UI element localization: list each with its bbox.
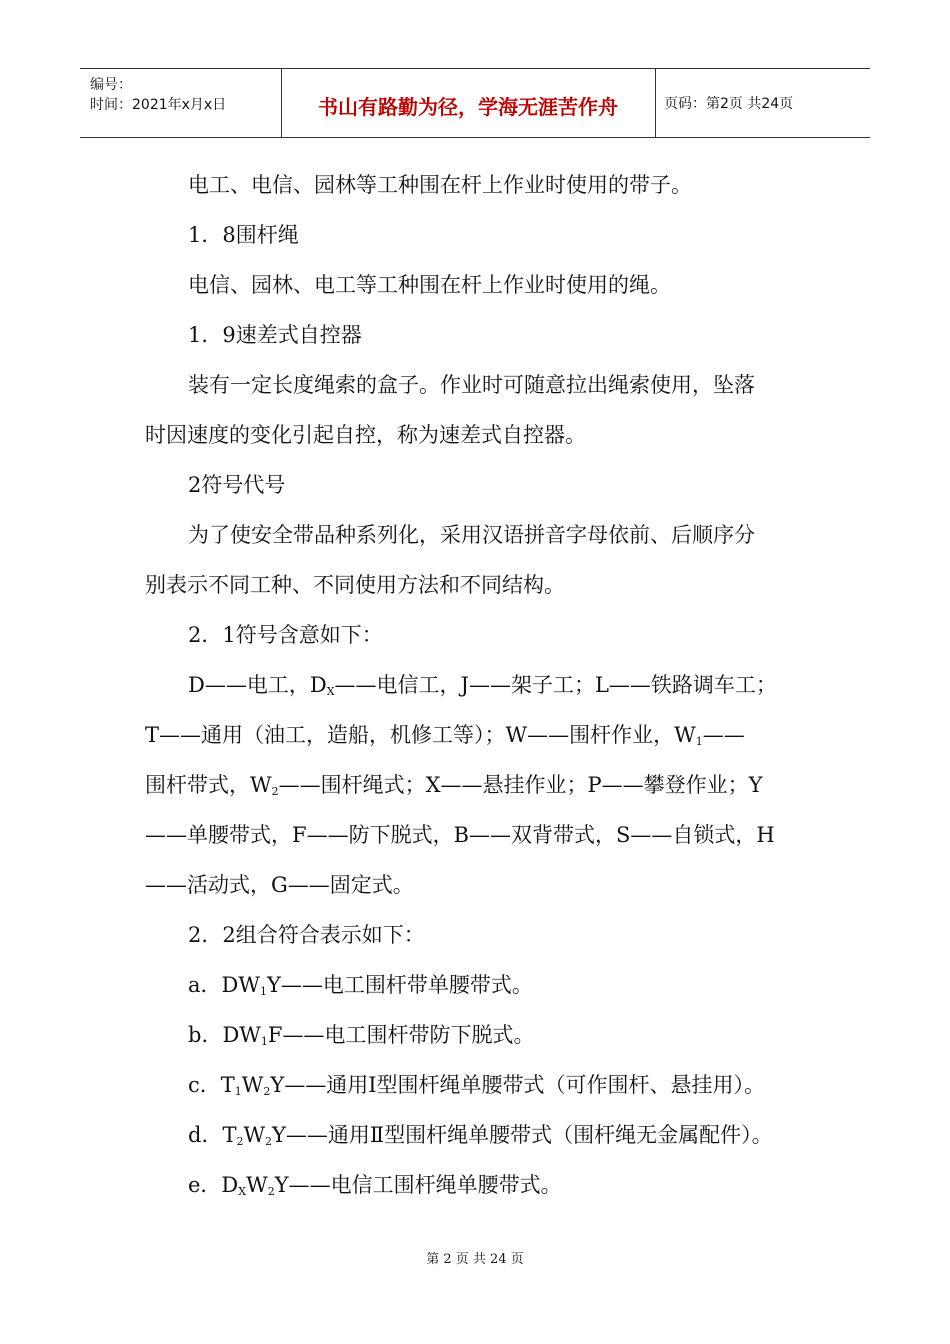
paragraph-line: ——活动式，G——固定式。 [145, 873, 414, 897]
list-item: e．$D_XW_2Y——$电信工围杆绳单腰带式。 [188, 1173, 562, 1198]
paragraph-line: 围杆带式，$W_2——$围杆绳式；X——悬挂作业；P——攀登作业；Y [145, 773, 763, 798]
paragraph-line: 装有一定长度绳索的盒子。作业时可随意拉出绳索使用，坠落 [188, 373, 755, 397]
page-footer: 第 2 页 共 24 页 [426, 1252, 524, 1267]
paragraph-line: 电工、电信、园林等工种围在杆上作业时使用的带子。 [188, 173, 692, 197]
header-page-label: 页码：第2页 共24页 [664, 96, 794, 112]
page-header [80, 68, 870, 138]
paragraph-line: 电信、园林、电工等工种围在杆上作业时使用的绳。 [188, 273, 671, 297]
paragraph-line: 别表示不同工种、不同使用方法和不同结构。 [145, 573, 565, 597]
code-label: 编号： [90, 77, 132, 93]
section-heading: 2．2组合符合表示如下： [188, 923, 425, 947]
paragraph-line: 时因速度的变化引起自控，称为速差式自控器。 [145, 423, 586, 447]
paragraph-line: T——通用（油工，造船，机修工等）；W——围杆作业，$W_1——$ [145, 723, 745, 748]
header-meta [90, 75, 226, 115]
list-item: b．$DW_1F——$电工围杆带防下脱式。 [188, 1023, 535, 1048]
paragraph-line: ——单腰带式，F——防下脱式，B——双背带式，S——自锁式，H [145, 823, 775, 847]
section-heading: 1．9速差式自控器 [188, 323, 362, 347]
section-heading: 2．1符号含意如下： [188, 623, 383, 647]
header-motto: 书山有路勤为径，学海无涯苦作舟 [318, 95, 618, 119]
section-heading: 1．8围杆绳 [188, 223, 299, 247]
header-divider [655, 69, 656, 137]
paragraph-line: 为了使安全带品种系列化，采用汉语拼音字母依前、后顺序分 [188, 523, 755, 547]
section-heading: 2符号代号 [188, 473, 286, 497]
list-item: a．$DW_1Y——$电工围杆带单腰带式。 [188, 973, 533, 998]
date-label: 时间：2021年x月x日 [90, 97, 227, 113]
list-item: c．$T_1W_2Y——$通用Ⅰ型围杆绳单腰带式（可作围杆、悬挂用）。 [188, 1073, 766, 1098]
document-body [145, 160, 810, 1210]
paragraph-line: D——电工，$D_X——$电信工，J——架子工；L——铁路调车工； [188, 673, 777, 698]
list-item: d．$T_2W_2Y——$通用Ⅱ型围杆绳单腰带式（围杆绳无金属配件）。 [188, 1123, 773, 1148]
